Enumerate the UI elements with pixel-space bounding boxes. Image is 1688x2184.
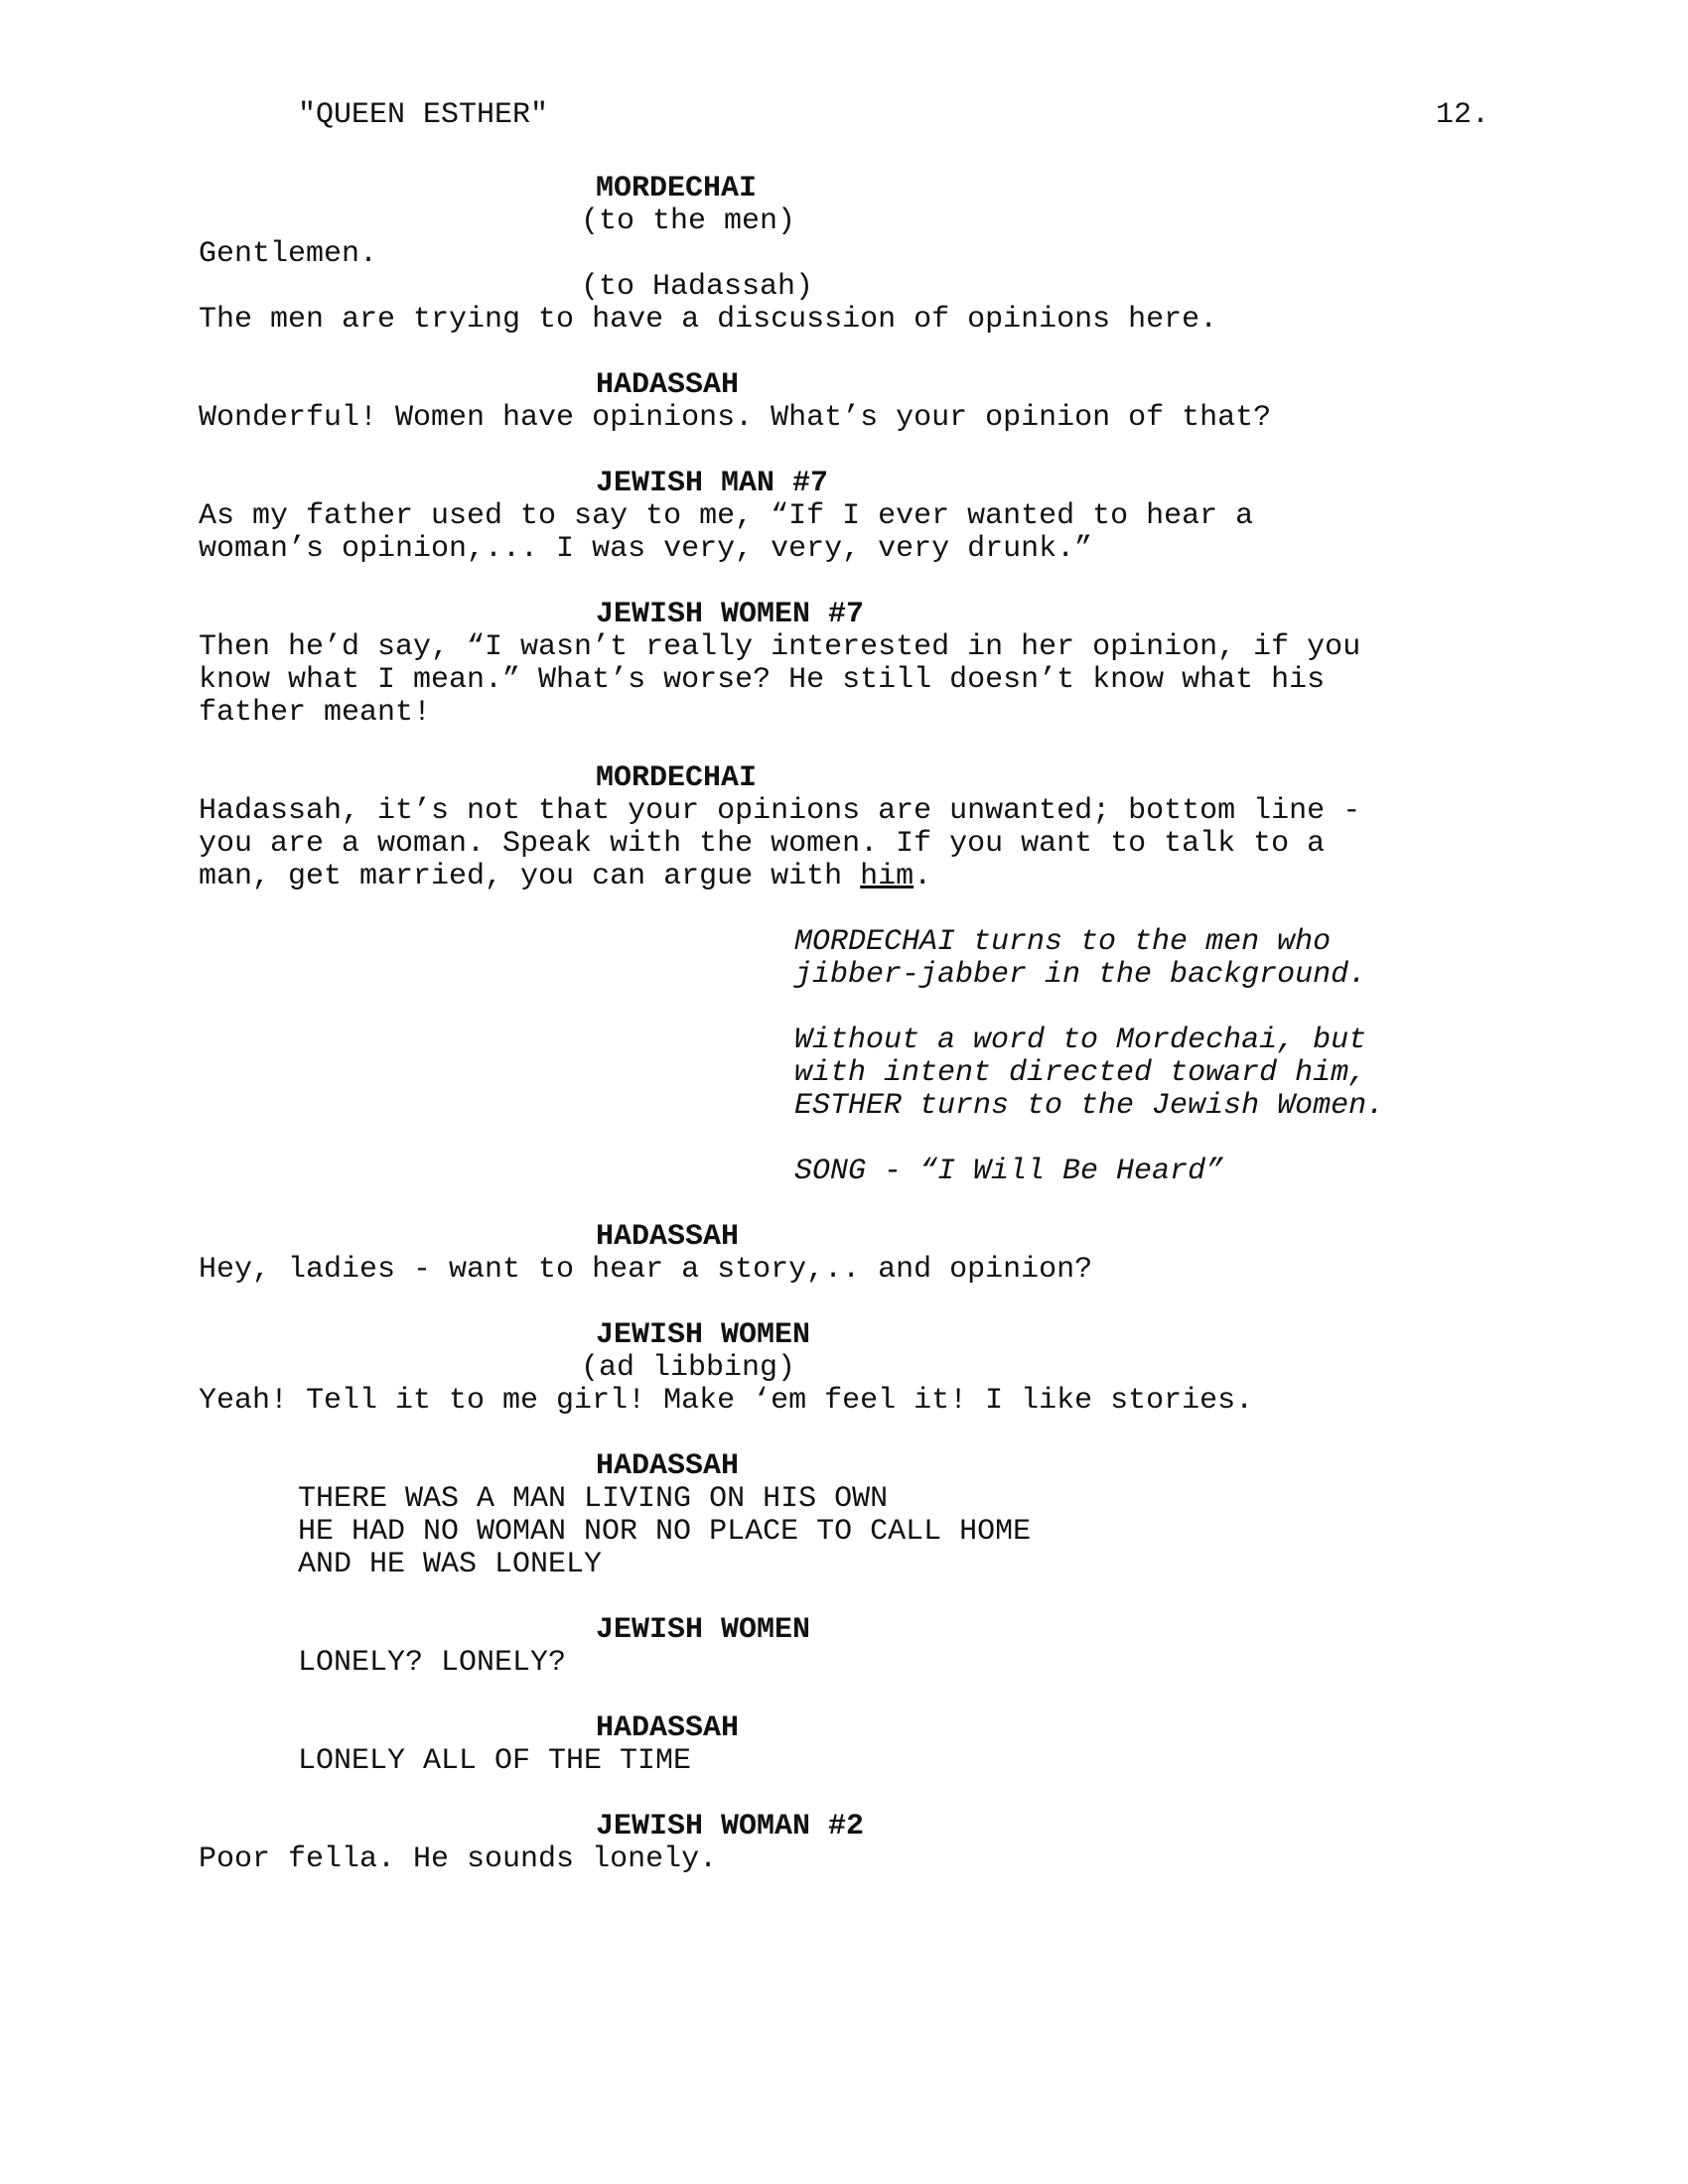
action-block: [794, 1024, 1489, 1123]
character-name: MORDECHAI: [596, 761, 758, 795]
dialogue-line: Wonderful! Women have opinions. What’s your opinion of that?: [199, 401, 1272, 435]
dialogue-block: [199, 599, 1489, 730]
action-line: ESTHER turns to the Jewish Women.: [794, 1089, 1385, 1123]
parenthetical: (to the men): [581, 205, 796, 238]
lyric-block: [199, 1614, 1489, 1680]
dialogue-line: Yeah! Tell it to me girl! Make ‘em feel it! I like stories.: [199, 1384, 1254, 1418]
character-name: JEWISH WOMEN #7: [596, 598, 865, 631]
lyric-line: LONELY? LONELY?: [298, 1646, 567, 1680]
dialogue-line: Then he’d say, “I wasn’t really interested in her opinion, if you: [199, 630, 1361, 664]
dialogue-line: The men are trying to have a discussion of opinions here.: [199, 303, 1218, 337]
character-name: JEWISH MAN #7: [596, 467, 829, 500]
lyric-line: HE HAD NO WOMAN NOR NO PLACE TO CALL HOME: [298, 1515, 1032, 1549]
character-name: JEWISH WOMEN: [596, 1613, 811, 1647]
character-name: MORDECHAI: [596, 172, 758, 205]
song-cue: SONG - “I Will Be Heard”: [794, 1155, 1224, 1188]
lyric-line: LONELY ALL OF THE TIME: [298, 1744, 692, 1778]
dialogue-block: [199, 1319, 1489, 1418]
dialogue-line: you are a woman. Speak with the women. If you want to talk to a: [199, 827, 1326, 861]
character-name: HADASSAH: [596, 1449, 740, 1483]
action-line: jibber-jabber in the background.: [794, 958, 1367, 992]
dialogue-block: [199, 762, 1489, 893]
lyric-block: [199, 1450, 1489, 1581]
dialogue-line: [199, 861, 1489, 893]
dialogue-line: Gentlemen.: [199, 237, 378, 271]
dialogue-text: man, get married, you can argue with: [199, 860, 861, 893]
dialogue-block: [199, 173, 1489, 337]
dialogue-text: .: [914, 860, 932, 893]
page-number: 12.: [1435, 98, 1489, 132]
dialogue-block: [199, 1811, 1489, 1876]
underlined-word: him: [860, 860, 914, 893]
lyric-line: THERE WAS A MAN LIVING ON HIS OWN: [298, 1482, 889, 1516]
action-block: [794, 926, 1489, 992]
dialogue-line: father meant!: [199, 696, 432, 730]
dialogue-line: Hey, ladies - want to hear a story,.. and opinion?: [199, 1253, 1093, 1287]
lyric-block: [199, 1712, 1489, 1778]
script-body: [199, 173, 1489, 1909]
dialogue-block: [199, 1221, 1489, 1287]
character-name: HADASSAH: [596, 1711, 740, 1745]
lyric-line: AND HE WAS LONELY: [298, 1548, 603, 1581]
dialogue-line: Poor fella. He sounds lonely.: [199, 1843, 718, 1876]
character-name: JEWISH WOMAN #2: [596, 1810, 865, 1843]
action-line: with intent directed toward him,: [794, 1056, 1367, 1090]
character-name: HADASSAH: [596, 1220, 740, 1254]
parenthetical: (ad libbing): [581, 1351, 796, 1385]
action-block: [794, 1156, 1489, 1188]
action-line: Without a word to Mordechai, but: [794, 1024, 1367, 1057]
character-name: JEWISH WOMEN: [596, 1318, 811, 1352]
character-name: HADASSAH: [596, 368, 740, 402]
action-line: MORDECHAI turns to the men who: [794, 925, 1332, 959]
dialogue-block: [199, 369, 1489, 435]
script-title-header: "QUEEN ESTHER": [298, 98, 549, 132]
dialogue-line: As my father used to say to me, “If I ever wanted to hear a: [199, 499, 1254, 533]
dialogue-line: know what I mean.” What’s worse? He still doesn’t know what his: [199, 663, 1326, 697]
dialogue-line: Hadassah, it’s not that your opinions are unwanted; bottom line -: [199, 794, 1361, 828]
dialogue-block: [199, 468, 1489, 566]
parenthetical: (to Hadassah): [581, 270, 814, 304]
dialogue-line: woman’s opinion,... I was very, very, very drunk.”: [199, 532, 1093, 566]
